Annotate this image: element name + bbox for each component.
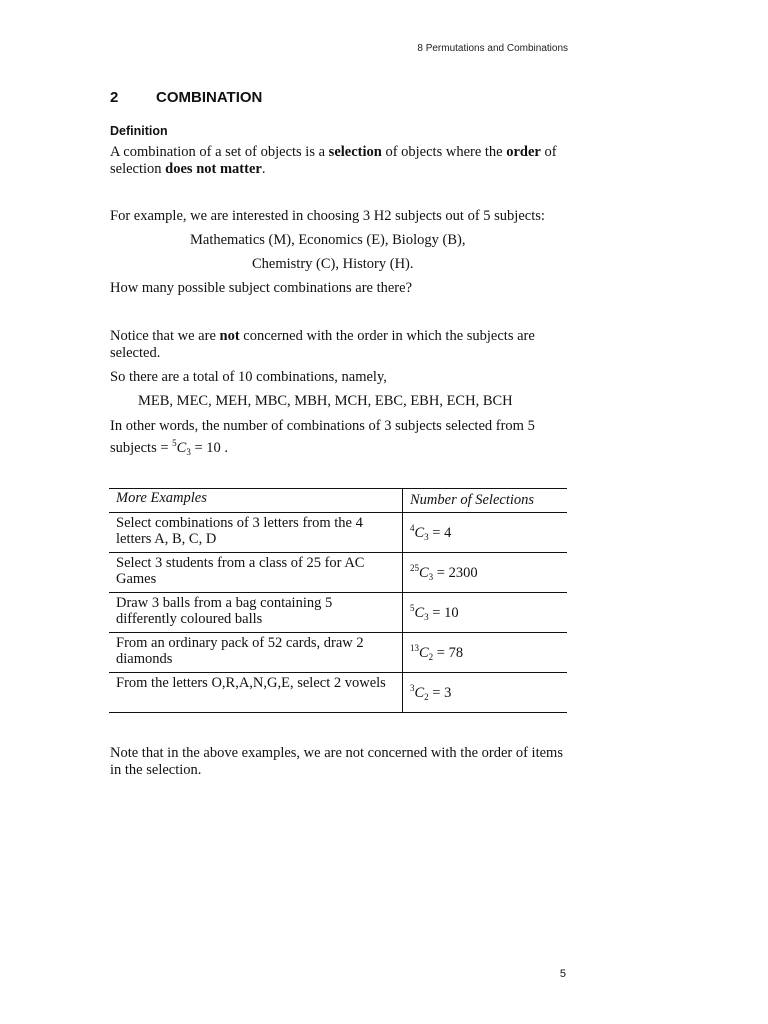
example-description: From an ordinary pack of 52 cards, draw 2 diamonds <box>109 633 403 673</box>
example-description: Select 3 students from a class of 25 for AC Games <box>109 553 403 593</box>
table-row <box>109 593 567 633</box>
selection-count: $^3C_2 = 3$ <box>403 673 568 713</box>
example-description: Draw 3 balls from a bag containing 5 differently coloured balls <box>109 593 403 633</box>
selection-count: $^{13}C_2 = 78$ <box>403 633 568 673</box>
selection-count: $^4C_3 = 4$ <box>403 513 568 553</box>
example-description: From the letters O,R,A,N,G,E, select 2 vowels <box>109 673 403 713</box>
example-intro: For example, we are interested in choosing 3 H2 subjects out of 5 subjects: <box>110 208 545 224</box>
section-title: COMBINATION <box>156 89 263 106</box>
running-header: 8 Permutations and Combinations <box>417 43 568 54</box>
section-number: 2 <box>110 89 119 106</box>
table-row <box>109 633 567 673</box>
subjects-line-2: Chemistry (C), History (H). <box>252 256 414 272</box>
notice-text: Notice that we are not concerned with the order in which the subjects are selected. <box>110 328 535 361</box>
page-number: 5 <box>559 968 566 980</box>
total-line: So there are a total of 10 combinations, namely, <box>110 369 387 385</box>
definition-label: Definition <box>110 124 168 138</box>
table-header-selections: Number of Selections <box>403 489 568 513</box>
subjects-line-1: Mathematics (M), Economics (E), Biology (B), <box>190 232 466 248</box>
examples-table <box>109 488 567 713</box>
table-header-examples: More Examples <box>109 489 403 513</box>
section-heading <box>110 89 262 106</box>
selection-count: $^{25}C_3 = 2300$ <box>403 553 568 593</box>
note-text: Note that in the above examples, we are not concerned with the order of items in the selection. <box>110 745 563 778</box>
table-row <box>109 673 567 713</box>
table-row <box>109 553 567 593</box>
table-row <box>109 513 567 553</box>
example-description: Select combinations of 3 letters from the 4 letters A, B, C, D <box>109 513 403 553</box>
example-question: How many possible subject combinations are there? <box>110 280 413 296</box>
combinations-list: MEB, MEC, MEH, MBC, MBH, MCH, EBC, EBH, ECH, BCH <box>138 393 513 409</box>
table-header-row <box>109 489 567 513</box>
selection-count: $^5C_3 = 10$ <box>403 593 568 633</box>
definition-text: A combination of a set of objects is a selection of objects where the order of selection does not matter. <box>110 144 557 177</box>
other-words-text: In other words, the number of combinations of 3 subjects selected from 5 subjects = $^5C_3 = 10$ . <box>110 418 535 457</box>
